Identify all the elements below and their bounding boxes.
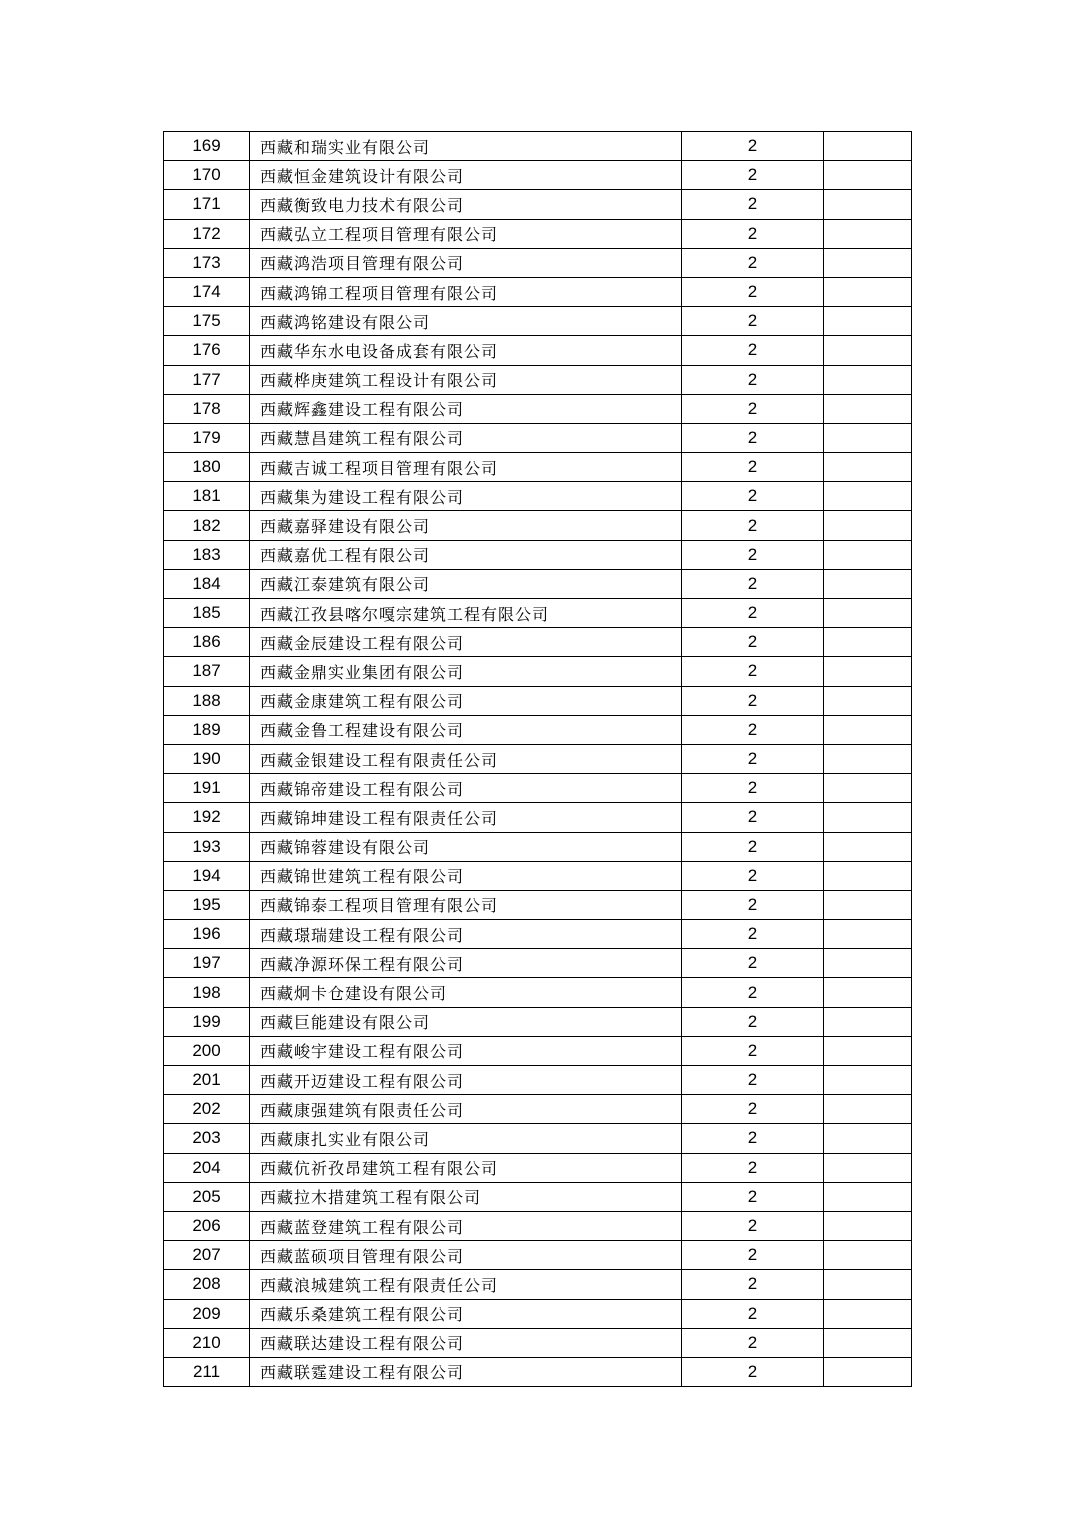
note-cell [824, 744, 912, 773]
count-value: 2 [682, 657, 824, 686]
table-row [164, 336, 912, 365]
count-value: 2 [682, 540, 824, 569]
table-row [164, 1182, 912, 1211]
table-row [164, 132, 912, 161]
note-cell [824, 628, 912, 657]
company-name: 西藏峻宇建设工程有限公司 [250, 1036, 682, 1065]
count-value: 2 [682, 599, 824, 628]
note-cell [824, 599, 912, 628]
count-value: 2 [682, 628, 824, 657]
note-cell [824, 890, 912, 919]
table-row [164, 1007, 912, 1036]
company-name: 西藏康强建筑有限责任公司 [250, 1095, 682, 1124]
count-value: 2 [682, 365, 824, 394]
note-cell [824, 190, 912, 219]
note-cell [824, 1328, 912, 1357]
row-number: 178 [164, 394, 250, 423]
table-row [164, 219, 912, 248]
count-value: 2 [682, 394, 824, 423]
row-number: 189 [164, 715, 250, 744]
count-value: 2 [682, 744, 824, 773]
company-name: 西藏乐桑建筑工程有限公司 [250, 1299, 682, 1328]
row-number: 197 [164, 949, 250, 978]
count-value: 2 [682, 1241, 824, 1270]
count-value: 2 [682, 307, 824, 336]
note-cell [824, 540, 912, 569]
table-row [164, 453, 912, 482]
company-name: 西藏锦蓉建设有限公司 [250, 832, 682, 861]
company-name: 西藏蓝登建筑工程有限公司 [250, 1211, 682, 1240]
count-value: 2 [682, 861, 824, 890]
count-value: 2 [682, 920, 824, 949]
row-number: 210 [164, 1328, 250, 1357]
company-name: 西藏康扎实业有限公司 [250, 1124, 682, 1153]
count-value: 2 [682, 161, 824, 190]
count-value: 2 [682, 132, 824, 161]
table-row [164, 628, 912, 657]
company-name: 西藏集为建设工程有限公司 [250, 482, 682, 511]
table-row [164, 599, 912, 628]
count-value: 2 [682, 832, 824, 861]
count-value: 2 [682, 336, 824, 365]
table-row [164, 1211, 912, 1240]
note-cell [824, 1357, 912, 1386]
company-name: 西藏鸿铭建设有限公司 [250, 307, 682, 336]
note-cell [824, 482, 912, 511]
table-row [164, 394, 912, 423]
row-number: 183 [164, 540, 250, 569]
company-name: 西藏锦坤建设工程有限责任公司 [250, 803, 682, 832]
count-value: 2 [682, 248, 824, 277]
table-row [164, 1066, 912, 1095]
table-row [164, 657, 912, 686]
table-row [164, 190, 912, 219]
company-name: 西藏联霆建设工程有限公司 [250, 1357, 682, 1386]
note-cell [824, 423, 912, 452]
company-name: 西藏金康建筑工程有限公司 [250, 686, 682, 715]
company-name: 西藏桦庚建筑工程设计有限公司 [250, 365, 682, 394]
table-row [164, 949, 912, 978]
note-cell [824, 686, 912, 715]
note-cell [824, 248, 912, 277]
row-number: 203 [164, 1124, 250, 1153]
company-name: 西藏恒金建筑设计有限公司 [250, 161, 682, 190]
count-value: 2 [682, 1357, 824, 1386]
row-number: 209 [164, 1299, 250, 1328]
row-number: 190 [164, 744, 250, 773]
note-cell [824, 161, 912, 190]
table-row [164, 423, 912, 452]
note-cell [824, 1299, 912, 1328]
note-cell [824, 1153, 912, 1182]
table-row [164, 1241, 912, 1270]
company-name: 西藏慧昌建筑工程有限公司 [250, 423, 682, 452]
row-number: 185 [164, 599, 250, 628]
table-row [164, 1328, 912, 1357]
table-row [164, 365, 912, 394]
table-row [164, 832, 912, 861]
row-number: 198 [164, 978, 250, 1007]
table-row [164, 1299, 912, 1328]
table-row [164, 803, 912, 832]
row-number: 195 [164, 890, 250, 919]
note-cell [824, 307, 912, 336]
company-name: 西藏金辰建设工程有限公司 [250, 628, 682, 657]
note-cell [824, 277, 912, 306]
note-cell [824, 832, 912, 861]
table-row [164, 307, 912, 336]
note-cell [824, 657, 912, 686]
note-cell [824, 394, 912, 423]
row-number: 173 [164, 248, 250, 277]
row-number: 170 [164, 161, 250, 190]
note-cell [824, 949, 912, 978]
note-cell [824, 978, 912, 1007]
row-number: 171 [164, 190, 250, 219]
row-number: 211 [164, 1357, 250, 1386]
note-cell [824, 453, 912, 482]
row-number: 186 [164, 628, 250, 657]
count-value: 2 [682, 569, 824, 598]
table-row [164, 1153, 912, 1182]
note-cell [824, 774, 912, 803]
company-name: 西藏鸿浩项目管理有限公司 [250, 248, 682, 277]
count-value: 2 [682, 1211, 824, 1240]
table-row [164, 1036, 912, 1065]
company-name: 西藏江泰建筑有限公司 [250, 569, 682, 598]
note-cell [824, 1124, 912, 1153]
company-name: 西藏金银建设工程有限责任公司 [250, 744, 682, 773]
note-cell [824, 511, 912, 540]
count-value: 2 [682, 1299, 824, 1328]
company-name: 西藏锦世建筑工程有限公司 [250, 861, 682, 890]
note-cell [824, 861, 912, 890]
count-value: 2 [682, 1124, 824, 1153]
company-name: 西藏吉诚工程项目管理有限公司 [250, 453, 682, 482]
row-number: 207 [164, 1241, 250, 1270]
count-value: 2 [682, 1007, 824, 1036]
company-name: 西藏辉鑫建设工程有限公司 [250, 394, 682, 423]
count-value: 2 [682, 1328, 824, 1357]
table-row [164, 978, 912, 1007]
company-name: 西藏金鼎实业集团有限公司 [250, 657, 682, 686]
row-number: 201 [164, 1066, 250, 1095]
table-row [164, 1124, 912, 1153]
company-name: 西藏锦泰工程项目管理有限公司 [250, 890, 682, 919]
company-name: 西藏嘉驿建设有限公司 [250, 511, 682, 540]
table-row [164, 861, 912, 890]
company-name: 西藏璟瑞建设工程有限公司 [250, 920, 682, 949]
company-name: 西藏华东水电设备成套有限公司 [250, 336, 682, 365]
table-body [164, 132, 912, 1387]
row-number: 194 [164, 861, 250, 890]
company-name: 西藏蓝硕项目管理有限公司 [250, 1241, 682, 1270]
company-list-table [163, 131, 912, 1387]
count-value: 2 [682, 453, 824, 482]
count-value: 2 [682, 1182, 824, 1211]
table-row [164, 569, 912, 598]
table-row [164, 715, 912, 744]
row-number: 200 [164, 1036, 250, 1065]
note-cell [824, 1241, 912, 1270]
company-name: 西藏锦帝建设工程有限公司 [250, 774, 682, 803]
row-number: 208 [164, 1270, 250, 1299]
note-cell [824, 1036, 912, 1065]
count-value: 2 [682, 1036, 824, 1065]
count-value: 2 [682, 1095, 824, 1124]
count-value: 2 [682, 1270, 824, 1299]
company-name: 西藏伉祈孜昂建筑工程有限公司 [250, 1153, 682, 1182]
count-value: 2 [682, 978, 824, 1007]
company-name: 西藏净源环保工程有限公司 [250, 949, 682, 978]
note-cell [824, 1066, 912, 1095]
table-row [164, 1095, 912, 1124]
note-cell [824, 1270, 912, 1299]
row-number: 205 [164, 1182, 250, 1211]
table-row [164, 277, 912, 306]
table-row [164, 248, 912, 277]
count-value: 2 [682, 774, 824, 803]
row-number: 202 [164, 1095, 250, 1124]
company-name: 西藏鸿锦工程项目管理有限公司 [250, 277, 682, 306]
table-row [164, 1270, 912, 1299]
row-number: 180 [164, 453, 250, 482]
count-value: 2 [682, 219, 824, 248]
table-row [164, 482, 912, 511]
row-number: 174 [164, 277, 250, 306]
count-value: 2 [682, 423, 824, 452]
table-row [164, 511, 912, 540]
note-cell [824, 132, 912, 161]
row-number: 187 [164, 657, 250, 686]
count-value: 2 [682, 890, 824, 919]
company-name: 西藏江孜县喀尔嘎宗建筑工程有限公司 [250, 599, 682, 628]
company-name: 西藏浪城建筑工程有限责任公司 [250, 1270, 682, 1299]
company-name: 西藏炯卡仓建设有限公司 [250, 978, 682, 1007]
note-cell [824, 569, 912, 598]
row-number: 196 [164, 920, 250, 949]
note-cell [824, 715, 912, 744]
note-cell [824, 219, 912, 248]
table-row [164, 774, 912, 803]
row-number: 193 [164, 832, 250, 861]
row-number: 175 [164, 307, 250, 336]
count-value: 2 [682, 686, 824, 715]
company-name: 西藏弘立工程项目管理有限公司 [250, 219, 682, 248]
company-name: 西藏巨能建设有限公司 [250, 1007, 682, 1036]
row-number: 191 [164, 774, 250, 803]
note-cell [824, 1095, 912, 1124]
note-cell [824, 1182, 912, 1211]
count-value: 2 [682, 190, 824, 219]
table-row [164, 920, 912, 949]
row-number: 179 [164, 423, 250, 452]
count-value: 2 [682, 277, 824, 306]
table-row [164, 540, 912, 569]
row-number: 169 [164, 132, 250, 161]
company-name: 西藏联达建设工程有限公司 [250, 1328, 682, 1357]
count-value: 2 [682, 803, 824, 832]
note-cell [824, 1211, 912, 1240]
row-number: 192 [164, 803, 250, 832]
row-number: 184 [164, 569, 250, 598]
count-value: 2 [682, 482, 824, 511]
note-cell [824, 336, 912, 365]
row-number: 206 [164, 1211, 250, 1240]
count-value: 2 [682, 1153, 824, 1182]
company-name: 西藏衡致电力技术有限公司 [250, 190, 682, 219]
row-number: 188 [164, 686, 250, 715]
table-row [164, 686, 912, 715]
note-cell [824, 920, 912, 949]
company-name: 西藏嘉优工程有限公司 [250, 540, 682, 569]
row-number: 199 [164, 1007, 250, 1036]
table-row [164, 1357, 912, 1386]
company-name: 西藏金鲁工程建设有限公司 [250, 715, 682, 744]
row-number: 182 [164, 511, 250, 540]
company-name: 西藏和瑞实业有限公司 [250, 132, 682, 161]
row-number: 172 [164, 219, 250, 248]
count-value: 2 [682, 1066, 824, 1095]
count-value: 2 [682, 715, 824, 744]
row-number: 176 [164, 336, 250, 365]
table-row [164, 161, 912, 190]
row-number: 181 [164, 482, 250, 511]
table-row [164, 890, 912, 919]
count-value: 2 [682, 511, 824, 540]
company-name: 西藏开迈建设工程有限公司 [250, 1066, 682, 1095]
note-cell [824, 365, 912, 394]
note-cell [824, 1007, 912, 1036]
table-row [164, 744, 912, 773]
count-value: 2 [682, 949, 824, 978]
row-number: 177 [164, 365, 250, 394]
company-name: 西藏拉木措建筑工程有限公司 [250, 1182, 682, 1211]
row-number: 204 [164, 1153, 250, 1182]
note-cell [824, 803, 912, 832]
